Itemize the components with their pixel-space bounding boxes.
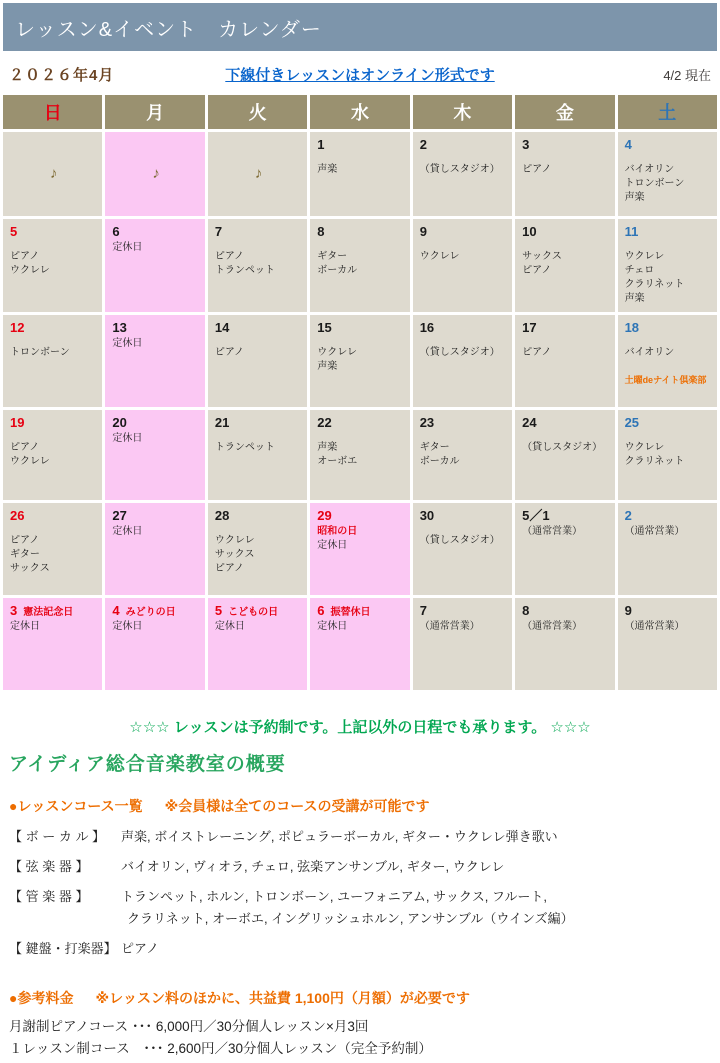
course-items: トランペット, ホルン, トロンボーン, ユーフォニアム, サックス, フルート, (121, 889, 548, 904)
date-number: 2 (419, 137, 427, 152)
fee-list (9, 1016, 717, 1060)
lesson-label: ウクレレ (624, 251, 665, 262)
cell-date-row (215, 223, 302, 241)
fee-line: 月謝制ピアノコース ･･･ 6,000円／30分個人レッスン×月3回 (9, 1019, 369, 1034)
overview-title: アイディア総合音楽教室の概要 (9, 754, 286, 775)
cell-date-row (10, 319, 97, 337)
lesson-label: ギター (317, 251, 348, 262)
course-category: 【 ボ ー カ ル 】 (9, 829, 106, 844)
month-label: ２０２６年4月 (9, 66, 115, 84)
calendar-cell-15 (310, 315, 409, 407)
lesson-label: 声楽 (624, 192, 645, 203)
calendar-cell-empty (208, 132, 307, 216)
cell-date-row (522, 136, 609, 154)
spacer (420, 241, 507, 250)
cell-date-row (522, 319, 609, 337)
lesson-label: サックス (522, 251, 562, 262)
date-number: 11 (624, 224, 639, 239)
holiday-name: 昭和の日 (317, 526, 358, 537)
spacer (215, 432, 302, 441)
date-number: 6 (317, 603, 325, 618)
date-number: 22 (317, 415, 332, 430)
lesson-label: 定休日 (317, 540, 348, 551)
day-header-土: 土 (618, 95, 717, 129)
spacer (317, 154, 404, 163)
date-number: 3 (10, 603, 18, 618)
spacer (215, 241, 302, 250)
course-note: ※会員様は全てのコースの受講が可能です (164, 798, 430, 814)
calendar-cell-3 (515, 132, 614, 216)
calendar-cell-14 (208, 315, 307, 407)
fee-heading-label: ●参考料金 (9, 990, 74, 1006)
spacer (420, 154, 507, 163)
calendar-cell-13 (105, 315, 204, 407)
music-note-wrap (112, 136, 199, 212)
lesson-label: 声楽 (624, 293, 645, 304)
date-number: 15 (317, 320, 332, 335)
course-row (9, 857, 717, 876)
lesson-label: 声楽 (317, 164, 338, 175)
course-items: ピアノ (121, 941, 159, 956)
fee-heading (9, 988, 717, 1008)
course-category: 【 弦 楽 器 】 (9, 859, 89, 874)
date-number: 5 (214, 603, 223, 618)
date-number: 8 (522, 603, 530, 618)
date-number: 19 (10, 415, 25, 430)
cell-date-row (625, 136, 712, 154)
calendar-cell-28 (208, 503, 307, 595)
course-list (9, 827, 717, 958)
lesson-label: （通常営業） (624, 526, 685, 537)
date-number: 6 (112, 224, 120, 239)
cell-date-row (112, 223, 199, 241)
music-note-icon: ♪ (254, 165, 263, 182)
holiday-name: 振替休日 (330, 607, 371, 618)
date-number: 10 (522, 224, 537, 239)
cell-date-row (215, 602, 302, 620)
reservation-note: ☆☆☆ レッスンは予約制です。上記以外の日程でも承ります。 ☆☆☆ (129, 719, 591, 736)
day-header-水: 水 (310, 95, 409, 129)
lesson-label: トランペット (214, 442, 275, 453)
lesson-label: （貸しスタジオ） (522, 442, 603, 453)
calendar-cell-6 (105, 219, 204, 312)
calendar-cell-8 (310, 219, 409, 312)
cell-date-row (522, 414, 609, 432)
cell-date-row (420, 223, 507, 241)
lesson-label: クラリネット (624, 279, 685, 290)
calendar-cell-8 (515, 598, 614, 690)
cell-date-row (317, 223, 404, 241)
music-note-wrap (215, 136, 302, 212)
date-number: 17 (522, 320, 537, 335)
spacer (420, 432, 507, 441)
music-note-icon: ♪ (49, 165, 58, 182)
lesson-label: 声楽 (317, 361, 338, 372)
date-number: 1 (317, 137, 325, 152)
date-number: 25 (624, 415, 640, 430)
lesson-label: ウクレレ (214, 535, 255, 546)
course-items-continued: クラリネット, オーボエ, イングリッシュホルン, アンサンブル（ウインズ編） (127, 911, 574, 926)
cell-date-row (10, 414, 97, 432)
lesson-label: （通常営業） (624, 621, 685, 632)
lesson-label: ピアノ (214, 251, 245, 262)
course-category: 【 鍵盤・打楽器】 (9, 941, 117, 956)
calendar-cell-5 (3, 219, 102, 312)
cell-date-row (522, 507, 609, 525)
lesson-label: ウクレレ (317, 347, 358, 358)
date-number: 13 (112, 320, 127, 335)
date-number: 4 (624, 137, 632, 152)
spacer (317, 241, 404, 250)
calendar-cell-2 (413, 132, 512, 216)
calendar-cell-10 (515, 219, 614, 312)
day-header-金: 金 (515, 95, 614, 129)
lesson-label: 定休日 (317, 621, 348, 632)
calendar-cell-19 (3, 410, 102, 500)
lesson-label: 定休日 (112, 526, 143, 537)
calendar-cell-29 (310, 503, 409, 595)
lesson-label: （通常営業） (522, 526, 583, 537)
spacer (625, 432, 712, 441)
cell-date-row (215, 507, 302, 525)
calendar-cell-24 (515, 410, 614, 500)
calendar-cell-7 (208, 219, 307, 312)
spacer (10, 241, 97, 250)
cell-date-row (625, 507, 712, 525)
music-note-icon: ♪ (152, 165, 160, 182)
spacer (420, 525, 507, 534)
lesson-label: 定休日 (214, 621, 245, 632)
calendar-cell-1 (310, 132, 409, 216)
date-number: 27 (112, 508, 127, 523)
title-bar (3, 3, 717, 51)
spacer (215, 525, 302, 534)
cell-date-row (317, 602, 404, 620)
spacer (522, 241, 609, 250)
calendar-cell-27 (105, 503, 204, 595)
spacer (10, 432, 97, 441)
cell-date-row (215, 414, 302, 432)
lesson-label: バイオリン (624, 347, 675, 358)
lesson-label: トロンボーン (624, 178, 685, 189)
date-number: 29 (317, 508, 332, 523)
spacer (317, 337, 404, 346)
calendar-cell-empty (105, 132, 204, 216)
date-number: 4 (112, 603, 120, 618)
holiday-name: みどりの日 (125, 607, 176, 618)
date-number: 3 (522, 137, 530, 152)
as-of-date: 4/2 現在 (663, 67, 711, 83)
cell-date-row (420, 319, 507, 337)
lesson-label: ピアノ (214, 563, 245, 574)
lesson-label: 定休日 (112, 621, 143, 632)
date-number: 28 (214, 508, 230, 523)
lesson-label: ウクレレ (419, 251, 460, 262)
lesson-label: 定休日 (112, 433, 143, 444)
course-row (9, 939, 717, 958)
lesson-label: ギター (10, 549, 40, 560)
lesson-label: ギター (419, 442, 450, 453)
lesson-label: ピアノ (522, 265, 552, 276)
spacer (625, 154, 712, 163)
spacer (215, 337, 302, 346)
calendar-cell-9 (413, 219, 512, 312)
day-header-日: 日 (3, 95, 102, 129)
calendar-cell-30 (413, 503, 512, 595)
cell-date-row (10, 602, 97, 620)
lesson-label: トロンボーン (10, 347, 70, 358)
online-lessons-link[interactable]: 下線付きレッスンはオンライン形式です (225, 66, 495, 84)
date-number: 2 (624, 508, 632, 523)
cell-date-row (317, 507, 404, 525)
lesson-label: サックス (10, 563, 50, 574)
lesson-label: （貸しスタジオ） (419, 535, 500, 546)
calendar-cell-3 (3, 598, 102, 690)
course-items: バイオリン, ヴィオラ, チェロ, 弦楽アンサンブル, ギター, ウクレレ (121, 859, 505, 874)
holiday-name: こどもの日 (228, 607, 279, 618)
date-number: 18 (624, 320, 640, 335)
cell-date-row (522, 602, 609, 620)
date-number: 5 (10, 224, 18, 239)
lesson-label: 声楽 (317, 442, 338, 453)
lesson-label: オーボエ (317, 456, 358, 467)
date-number: 9 (624, 603, 632, 618)
cell-date-row (625, 414, 712, 432)
lesson-label: ボーカル (317, 265, 358, 276)
lesson-label: （通常営業） (419, 621, 480, 632)
spacer (10, 525, 97, 534)
lesson-label: ピアノ (522, 164, 552, 175)
lesson-label: ウクレレ (10, 456, 50, 467)
calendar-cell-17 (515, 315, 614, 407)
music-note-wrap (10, 136, 97, 212)
calendar-cell-23 (413, 410, 512, 500)
cell-date-row (420, 136, 507, 154)
day-header-月: 月 (105, 95, 204, 129)
cell-date-row (420, 602, 507, 620)
lesson-label: ピアノ (10, 442, 40, 453)
lesson-label: ボーカル (419, 456, 460, 467)
spacer (522, 337, 609, 346)
lesson-label: ピアノ (10, 535, 40, 546)
fee-note: ※レッスン料のほかに、共益費 1,100円（月額）が必要です (95, 990, 470, 1006)
lesson-label: ピアノ (214, 347, 245, 358)
calendar-cell-21 (208, 410, 307, 500)
calendar-cell-4 (618, 132, 717, 216)
calendar-cell-20 (105, 410, 204, 500)
lesson-label: クラリネット (624, 456, 685, 467)
cell-date-row (112, 319, 199, 337)
cell-date-row (625, 602, 712, 620)
calendar-cell-12 (3, 315, 102, 407)
date-number: 8 (317, 224, 325, 239)
calendar-cell-7 (413, 598, 512, 690)
lesson-label: チェロ (624, 265, 655, 276)
calendar-cell-6 (310, 598, 409, 690)
spacer (522, 432, 609, 441)
cell-date-row (317, 136, 404, 154)
date-number: 16 (419, 320, 435, 335)
course-row (9, 827, 717, 846)
date-number: 14 (214, 320, 230, 335)
day-header-木: 木 (413, 95, 512, 129)
calendar-cell-5 (208, 598, 307, 690)
cell-date-row (10, 507, 97, 525)
cell-date-row (112, 507, 199, 525)
lesson-label: （貸しスタジオ） (419, 164, 500, 175)
calendar-cell-25 (618, 410, 717, 500)
cell-date-row (215, 319, 302, 337)
day-header-火: 火 (208, 95, 307, 129)
date-number: 7 (419, 603, 427, 618)
calendar-cell-5／1 (515, 503, 614, 595)
cell-date-row (420, 414, 507, 432)
date-number: 7 (214, 224, 223, 239)
calendar-cell-4 (105, 598, 204, 690)
date-number: 20 (112, 415, 127, 430)
cell-date-row (10, 223, 97, 241)
course-list-heading (9, 796, 717, 816)
spacer (625, 337, 712, 346)
date-number: 12 (10, 320, 25, 335)
cell-date-row (522, 223, 609, 241)
lesson-label: トランペット (214, 265, 275, 276)
calendar-cell-26 (3, 503, 102, 595)
spacer (317, 432, 404, 441)
date-number: 5／1 (522, 508, 550, 523)
cell-date-row (625, 223, 712, 241)
lesson-label: ピアノ (522, 347, 552, 358)
calendar-grid (3, 95, 717, 690)
lesson-label: 定休日 (112, 242, 143, 253)
calendar-cell-2 (618, 503, 717, 595)
lesson-label: サックス (214, 549, 255, 560)
lesson-label: （貸しスタジオ） (419, 347, 500, 358)
subheader (9, 61, 711, 87)
spacer (420, 337, 507, 346)
calendar-cell-18 (618, 315, 717, 407)
cell-date-row (112, 602, 199, 620)
date-number: 26 (10, 508, 25, 523)
course-row (9, 887, 717, 906)
cell-date-row (317, 319, 404, 337)
lesson-label: ピアノ (10, 251, 40, 262)
calendar-cell-9 (618, 598, 717, 690)
date-number: 21 (214, 415, 230, 430)
lesson-label: 定休日 (10, 621, 40, 632)
date-number: 24 (522, 415, 537, 430)
date-number: 30 (419, 508, 435, 523)
lesson-label: バイオリン (624, 164, 675, 175)
cell-date-row (317, 414, 404, 432)
page-title: レッスン&イベント カレンダー (15, 18, 322, 41)
lesson-label: ウクレレ (624, 442, 665, 453)
cell-date-row (625, 319, 712, 337)
lesson-label: ウクレレ (10, 265, 50, 276)
holiday-name: 憲法記念日 (23, 607, 74, 618)
date-number: 9 (419, 224, 427, 239)
cell-date-row (112, 414, 199, 432)
lesson-label: 定休日 (112, 338, 143, 349)
fee-line: １レッスン制コース ･･･ 2,600円／30分個人レッスン（完全予約制） (9, 1041, 432, 1056)
calendar-cell-11 (618, 219, 717, 312)
event-label: 土曜deナイト倶楽部 (624, 375, 707, 385)
spacer (625, 241, 712, 250)
spacer (522, 154, 609, 163)
course-category: 【 管 楽 器 】 (9, 889, 89, 904)
spacer (10, 337, 97, 346)
calendar-cell-empty (3, 132, 102, 216)
course-items: 声楽, ボイストレーニング, ポピュラーボーカル, ギター・ウクレレ弾き歌い (121, 829, 558, 844)
lesson-label: （通常営業） (522, 621, 583, 632)
course-heading-label: ●レッスンコース一覧 (9, 798, 143, 814)
cell-date-row (420, 507, 507, 525)
calendar-cell-16 (413, 315, 512, 407)
calendar-cell-22 (310, 410, 409, 500)
date-number: 23 (419, 415, 435, 430)
